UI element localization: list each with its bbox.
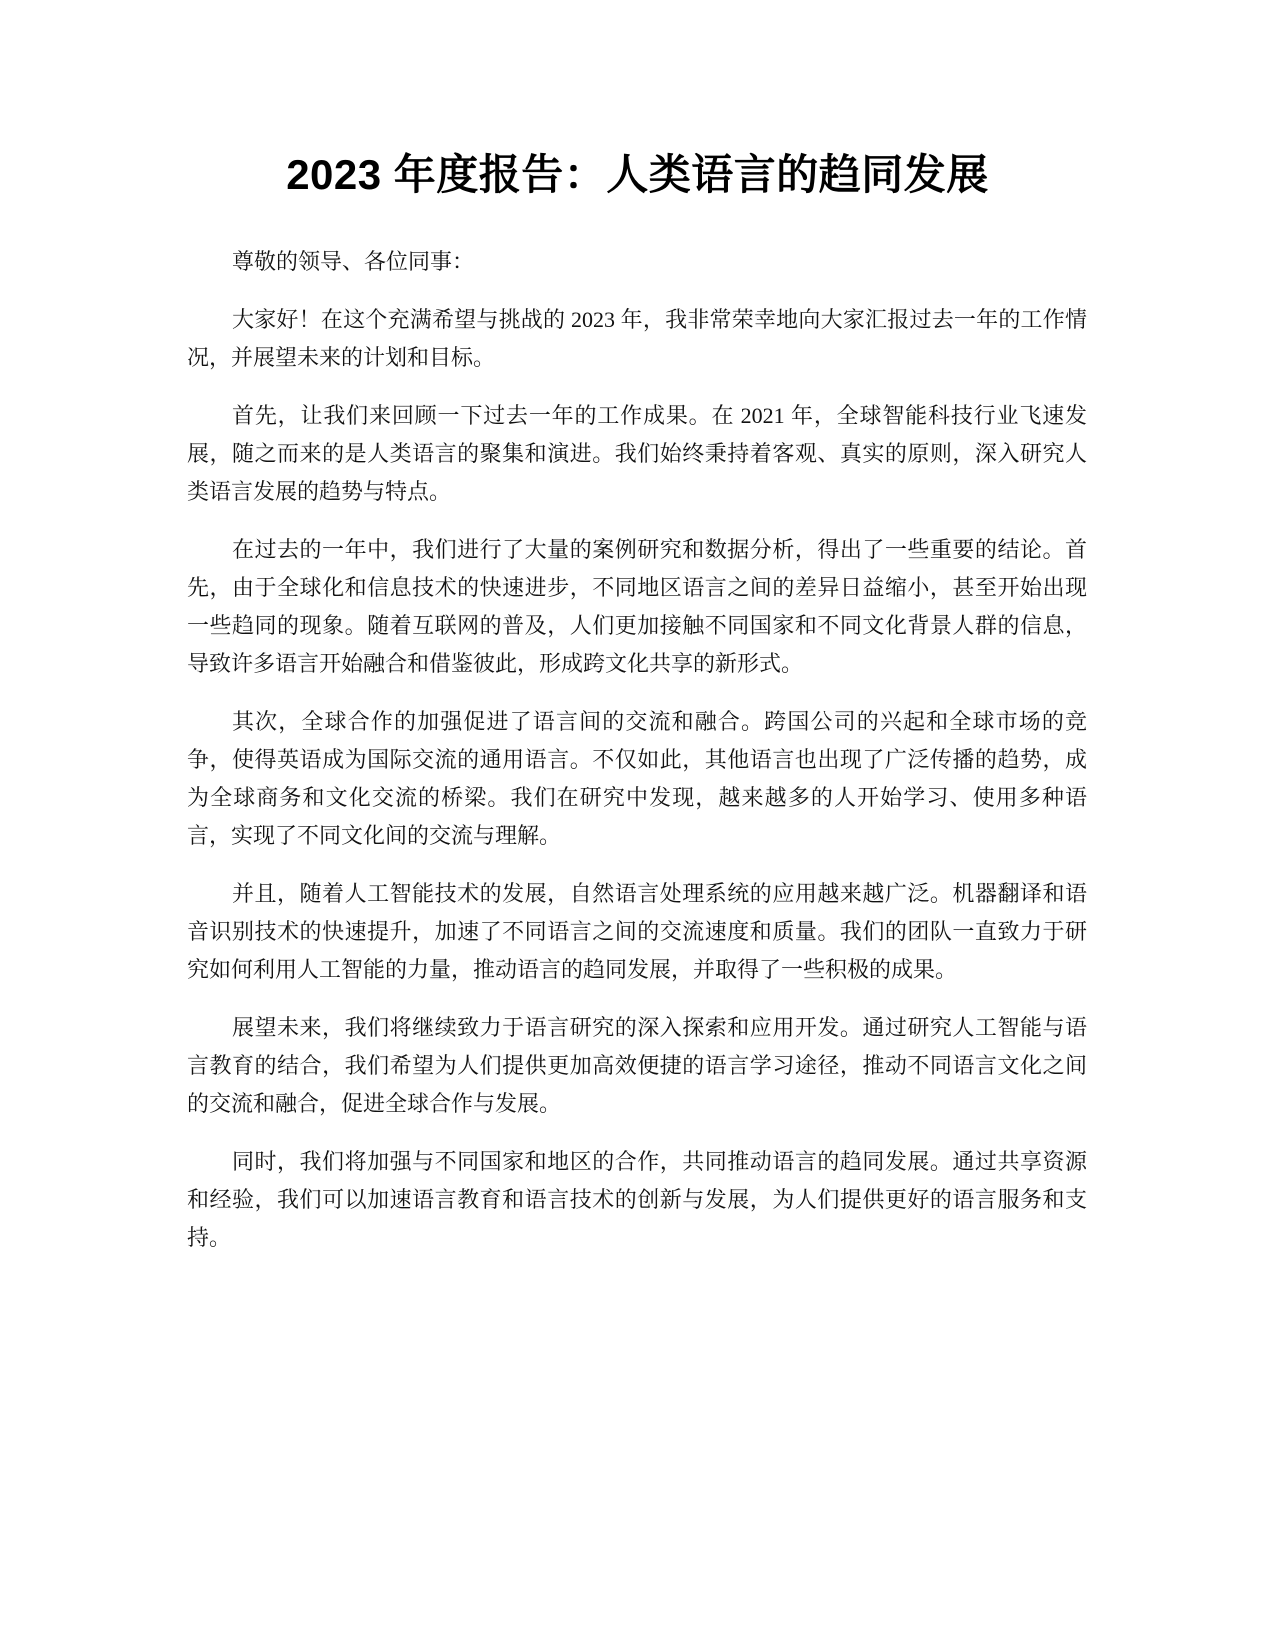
ai-paragraph: 并且，随着人工智能技术的发展，自然语言处理系统的应用越来越广泛。机器翻译和语音识别技术的快速提升，加速了不同语言之间的交流速度和质量。我们的团队一直致力于研究如何利用人工智能的力量，推动语言的趋同发展，并取得了一些积极的成果。 (187, 881, 1087, 982)
findings-paragraph: 在过去的一年中，我们进行了大量的案例研究和数据分析，得出了一些重要的结论。首先，由于全球化和信息技术的快速进步，不同地区语言之间的差异日益缩小，甚至开始出现一些趋同的现象。随着互联网的普及，人们更加接触不同国家和不同文化背景人群的信息，导致许多语言开始融合和借鉴彼此，形成跨文化共享的新形式。 (187, 537, 1087, 676)
outlook-paragraph: 展望未来，我们将继续致力于语言研究的深入探索和应用开发。通过研究人工智能与语言教育的结合，我们希望为人们提供更加高效便捷的语言学习途径，推动不同语言文化之间的交流和融合，促进全球合作与发展。 (187, 1015, 1087, 1116)
page-title: 2023 年度报告：人类语言的趋同发展 (286, 151, 989, 198)
greeting-paragraph: 尊敬的领导、各位同事： (232, 249, 475, 274)
document-body (187, 243, 1087, 1277)
cooperation-paragraph: 其次，全球合作的加强促进了语言间的交流和融合。跨国公司的兴起和全球市场的竞争，使得英语成为国际交流的通用语言。不仅如此，其他语言也出现了广泛传播的趋势，成为全球商务和文化交流的桥梁。我们在研究中发现，越来越多的人开始学习、使用多种语言，实现了不同文化间的交流与理解。 (187, 709, 1087, 848)
review-paragraph: 首先，让我们来回顾一下过去一年的工作成果。在 2021 年，全球智能科技行业飞速发展，随之而来的是人类语言的聚集和演进。我们始终秉持着客观、真实的原则，深入研究人类语言发展的趋势与特点。 (187, 403, 1087, 504)
partnership-paragraph: 同时，我们将加强与不同国家和地区的合作，共同推动语言的趋同发展。通过共享资源和经验，我们可以加速语言教育和语言技术的创新与发展，为人们提供更好的语言服务和支持。 (187, 1149, 1087, 1250)
opening-paragraph: 大家好！在这个充满希望与挑战的 2023 年，我非常荣幸地向大家汇报过去一年的工作情况，并展望未来的计划和目标。 (187, 307, 1087, 370)
